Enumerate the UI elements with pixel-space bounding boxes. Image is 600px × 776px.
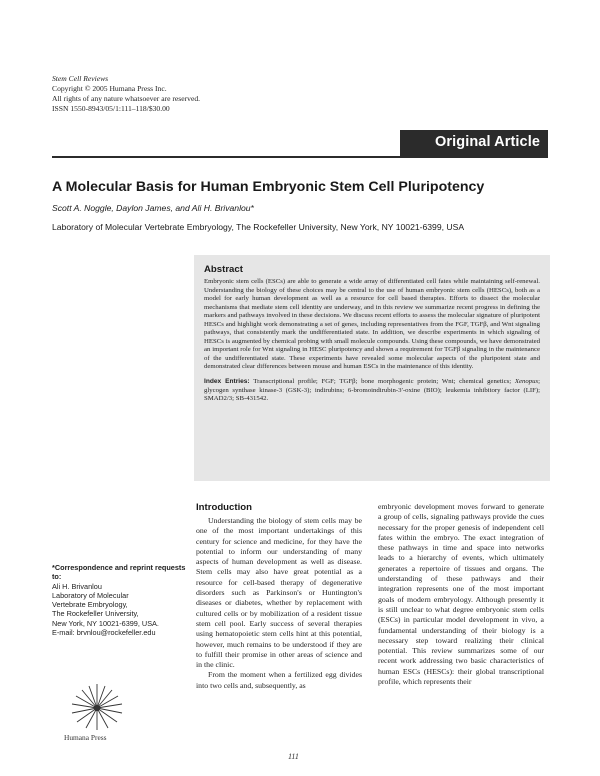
copyright-line: Copyright © 2005 Humana Press Inc. xyxy=(52,84,167,93)
article-type-banner xyxy=(400,130,548,157)
abstract-text: Embryonic stem cells (ESCs) are able to generate a wide array of differentiated cell fates while maintaining self-renewal. Understanding the biology of these choices may be central to the use of human embryonic stem cells (HESCs), both as a model for early human development as well as a resource for cell based therapies. Efforts to dissect the molecular mechanisms that mediate stem cell identity are underway, and in this review we summarize recent progress in defining the markers and pathways involved in these decisions. We discuss recent efforts to assess the molecular signature of pluripotent HESCs and highlight work demonstrating a set of genes, including representatives from the FGF, TGFβ, and Wnt signaling pathways, that consistently mark the undifferentiated state. In addition, we describe experiments in which signaling of HESCs is augmented by chemical probing with small molecule compounds. Using these compounds, we have demonstrated an important role for Wnt signaling in HESC pluripotency and shown a requirement for TGFβ signaling in the maintenance of the undifferentiated state. These experiments have revealed some molecular aspects of the pluripotent state and demonstrated clear differences between mouse and human ESCs in the maintenance of this identity. xyxy=(204,278,540,371)
correspondence-dept-2: Vertebrate Embryology, xyxy=(52,600,128,610)
index-entries-text-2: ; glycogen synthase kinase-3 (GSK-3); indirubins; 6-bromoindirubin-3′-oxine (BIO); leukemia inhibitory factor (LIF); SMAD2/3; SB-431542. xyxy=(204,378,541,403)
journal-header xyxy=(52,74,200,114)
intro-paragraph-3: embryonic development moves forward to generate a group of cells, signaling pathways provide the cues necessary for the proper genesis of independent cell fates within the embryo. The exact integration of these pathways in time and space into networks leads to a hierarchy of events, which ultimately generates a repertoire of tissues and organs. The understanding of these pathways and their integration represents one of the most important goals of modern embryology. Although presently it is still unclear to what degree embryonic stem cells (ESCs) in particular model development in vivo, a fundamental understanding of their biology is a necessary step toward realizing their clinical potential. This review summarizes some of our recent work addressing two basic characteristics of human ESCs (HESCs): their global transcriptional profile, which represents their xyxy=(378,502,544,687)
page-number: 111 xyxy=(288,752,299,761)
correspondence-block xyxy=(52,563,192,637)
index-entries xyxy=(204,378,540,404)
intro-paragraph-2: From the moment when a fertilized egg divides into two cells and, subsequently, as xyxy=(196,670,362,690)
article-type-label: Original Article xyxy=(434,134,540,150)
publisher-name: Humana Press xyxy=(64,733,107,742)
correspondence-name: Ali H. Brivanlou xyxy=(52,581,102,591)
article-title: A Molecular Basis for Human Embryonic Stem Cell Pluripotency xyxy=(52,179,485,195)
banner-divider xyxy=(52,156,548,158)
abstract-box xyxy=(194,255,550,481)
body-column-left xyxy=(196,516,362,691)
article-affiliation: Laboratory of Molecular Vertebrate Embryology, The Rockefeller University, New York, NY 10021-6399, USA xyxy=(52,222,465,232)
index-entries-text-1: Transcriptional profile; FGF; TGFβ; bone morphogenic protein; Wnt; chemical genetics; xyxy=(253,378,512,386)
issn-line: ISSN 1550-8943/05/1:111–118/$30.00 xyxy=(52,104,170,113)
correspondence-email: E-mail: brvnlou@rockefeller.edu xyxy=(52,628,156,638)
journal-name: Stem Cell Reviews xyxy=(52,74,109,83)
abstract-heading: Abstract xyxy=(204,264,243,275)
correspondence-dept-1: Laboratory of Molecular xyxy=(52,590,129,600)
rights-line: All rights of any nature whatsoever are reserved. xyxy=(52,94,201,103)
body-column-right xyxy=(378,502,544,687)
correspondence-university: The Rockefeller University, xyxy=(52,609,139,619)
correspondence-city: New York, NY 10021-6399, USA. xyxy=(52,618,159,628)
introduction-heading: Introduction xyxy=(196,502,252,513)
article-authors: Scott A. Noggle, Daylon James, and Ali H. Brivanlou* xyxy=(52,203,254,213)
index-entries-italic: Xenopus xyxy=(514,378,539,386)
intro-paragraph-1: Understanding the biology of stem cells may be one of the most important undertakings of this century for science and medicine, for they have the potential to inform our understanding of many aspects of human development as well as disease. Stem cells may also have great potential as a resource for cell-based therapy of degenerative disorders such as Parkinson's or Huntington's diseases or diabetes, whether by replacement with cultured cells or by mobilization of a resident tissue stem cell pool. Early success of several therapies using hematopoietic stem cells hint at this potential, however, much remains to be understood if they are to fulfill their promise in other areas of science and in the clinic. xyxy=(196,516,362,670)
correspondence-label: *Correspondence and reprint requests to: xyxy=(52,563,186,582)
index-entries-label: Index Entries: xyxy=(204,378,250,386)
